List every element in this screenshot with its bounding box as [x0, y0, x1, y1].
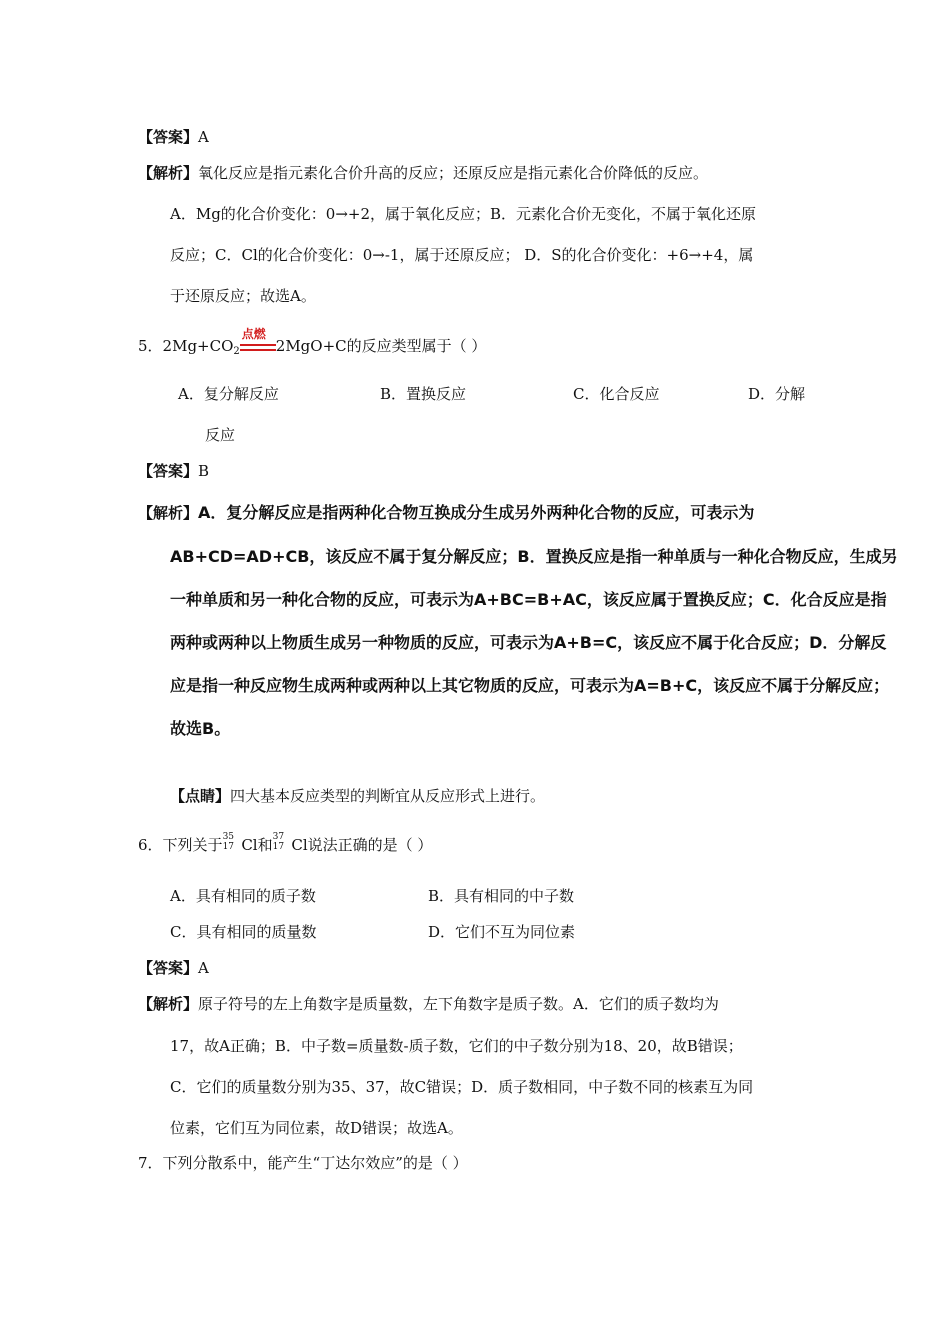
q5-tip-line	[170, 786, 545, 806]
isotope-1-number: 17	[222, 842, 235, 852]
isotope-1-symbol: Cl和	[236, 836, 273, 854]
q6-answer-line	[138, 958, 209, 978]
q4-analysis-text-1: 氧化反应是指元素化合价升高的反应；还原反应是指元素化合价降低的反应。	[198, 164, 709, 182]
q4-analysis-line-3: 反应；C．Cl的化合价变化：0→-1，属于还原反应； D．S的化合价变化：+6→+4，属	[170, 246, 754, 264]
isotope-1-notation	[222, 832, 237, 855]
q5-analysis-line-5: 应是指一种反应物生成两种或两种以上其它物质的反应，可表示为A=B+C，该反应不属于分解反应；	[170, 676, 890, 695]
q5-stem	[138, 327, 487, 362]
q6-analysis-text-1: 原子符号的左上角数字是质量数，左下角数字是质子数。A．它们的质子数均为	[198, 995, 719, 1013]
isotope-2-number: 17	[272, 842, 285, 852]
q5-analysis-line-6: 故选B。	[170, 719, 231, 738]
q5-analysis-line-3: 一种单质和另一种化合物的反应，可表示为A+BC=B+AC，该反应属于置换反应；C．化合反应是指	[170, 590, 887, 609]
q5-analysis-line-4: 两种或两种以上物质生成另一种物质的反应，可表示为A+B=C，该反应不属于化合反应；D．分解反	[170, 633, 887, 652]
q6-analysis-line-4: 位素，它们互为同位素，故D错误；故选A。	[170, 1119, 463, 1137]
q5-equation-left: 2Mg+CO	[162, 337, 234, 355]
q6-stem-post: Cl说法正确的是（ ）	[286, 836, 433, 854]
condition-label: 点燃	[241, 327, 266, 341]
q6-option-b: B．具有相同的中子数	[428, 887, 575, 905]
q6-analysis-line-2: 17，故A正确；B．中子数=质量数-质子数，它们的中子数分别为18、20，故B错误；	[170, 1037, 743, 1055]
isotope-2-notation	[272, 832, 287, 855]
q6-option-a: A．具有相同的质子数	[170, 887, 316, 905]
q4-answer: A	[198, 128, 209, 146]
q5-equation-right: 2MgO+C的反应类型属于（ ）	[275, 337, 487, 355]
answer-tag: 【答案】	[138, 462, 199, 480]
isotope-2-mass: 37	[272, 832, 285, 842]
q6-stem-pre: 下列关于	[162, 836, 223, 854]
q4-analysis-line-2: A．Mg的化合价变化：0→+2，属于氧化反应；B．元素化合价无变化，不属于氧化还原	[170, 205, 757, 223]
q6-option-d: D．它们不互为同位素	[428, 923, 576, 941]
q5-option-d-continued: 反应	[205, 426, 236, 444]
answer-tag: 【答案】	[138, 959, 199, 977]
q5-analysis-text-1: A．复分解反应是指两种化合物互换成分生成另外两种化合物的反应，可表示为	[198, 503, 755, 522]
analysis-tag: 【解析】	[138, 995, 199, 1013]
q6-stem	[138, 832, 433, 855]
q5-number: 5．	[138, 337, 163, 355]
q7-stem	[138, 1153, 468, 1173]
reaction-condition	[240, 327, 276, 356]
tip-tag: 【点睛】	[170, 787, 231, 805]
q7-number: 7．	[138, 1154, 163, 1172]
q5-option-d: D．分解	[748, 385, 806, 403]
q5-analysis-line-1	[138, 503, 754, 523]
q4-analysis-line-4: 于还原反应；故选A。	[170, 287, 316, 305]
isotope-1-mass: 35	[222, 832, 235, 842]
q5-answer-line	[138, 461, 209, 481]
q4-analysis-line-1	[138, 163, 708, 183]
q7-stem-text: 下列分散系中，能产生“丁达尔效应”的是（ ）	[162, 1154, 468, 1172]
q5-option-a: A．复分解反应	[178, 385, 279, 403]
q5-option-c: C．化合反应	[573, 385, 660, 403]
answer-tag: 【答案】	[138, 128, 199, 146]
q6-number: 6．	[138, 836, 163, 854]
q6-analysis-line-3: C．它们的质量数分别为35、37，故C错误；D．质子数相同，中子数不同的核素互为同	[170, 1078, 754, 1096]
q6-answer: A	[198, 959, 209, 977]
q4-answer-line	[138, 127, 209, 147]
q5-tip-text: 四大基本反应类型的判断宜从反应形式上进行。	[230, 787, 546, 805]
q5-equation-subscript: 2	[233, 346, 240, 357]
analysis-tag: 【解析】	[138, 164, 199, 182]
q5-analysis-line-2: AB+CD=AD+CB，该反应不属于复分解反应；B．置换反应是指一种单质与一种化合物反应，生成另	[170, 547, 898, 566]
q5-answer: B	[198, 462, 210, 480]
q6-analysis-line-1	[138, 994, 719, 1014]
q6-option-c: C．具有相同的质量数	[170, 923, 317, 941]
analysis-tag: 【解析】	[138, 504, 199, 522]
q5-option-b: B．置换反应	[380, 385, 467, 403]
